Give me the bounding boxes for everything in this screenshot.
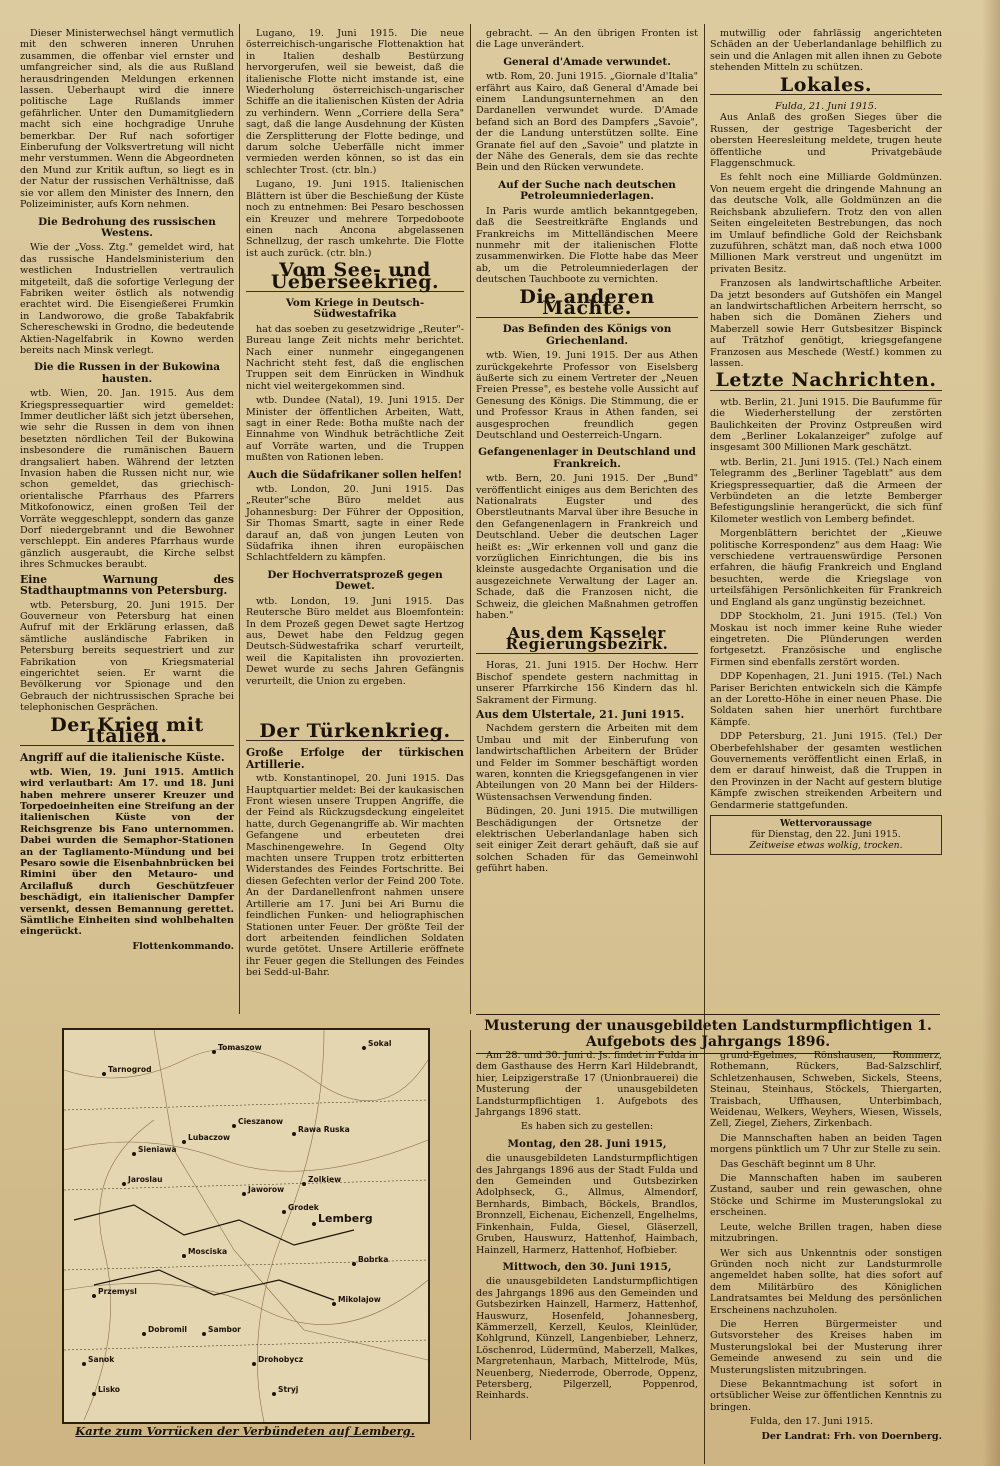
news-item: DDP Stockholm, 21. Juni 1915. (Tel.) Von Moskau ist noch immer keine Ruhe wieder eingetreten. Die Plünderungen werden fortgesetzt. Französische und englische Firmen sind ebenfalls zerstört worden.	[710, 611, 942, 668]
town-marker	[202, 1332, 206, 1336]
article-paragraph: Dieser Ministerwechsel hängt vermutlich mit den schweren inneren Unruhen zusammen, die offenbar viel ernster und umfangreicher sind, als die aus Rußland herausdringenden Meldungen erkennen lassen. Ueberhaupt wird die innere politische Lage Rußlands immer gefährlicher. Unter den Dumamitgliedern macht sich eine hochgradige Unruhe bemerkbar. Der Ruf nach sofortiger Einberufung der Volksvertretung will nicht mehr verstummen. Wenn die Abgeordneten den Mund zur Kritik auftun, so liegt es in der Natur der russischen Verhältnisse, daß sie vor allem den Minister des Innern, den Polizeiminister, aufs Korn nehmen.	[20, 28, 234, 211]
article-paragraph: wtb. Rom, 20. Juni 1915. „Giornale d'Italia" erfährt aus Kairo, daß General d'Amade bei einem Landungsunternehmen an den Dardanellen verwundet wurde. D'Amade befand sich an Bord des Dampfers „Savoie", der die Landung unterstützen sollte. Eine Granate fiel auf den „Savoie" und platzte in der Nähe des Generals, dem sie das rechte Bein und den Rücken verwundete.	[476, 71, 698, 174]
town-label: Grodek	[288, 1203, 319, 1212]
news-item: Morgenblättern berichtet der „Kieuwe politische Korrespondenz" aus dem Haag: Wie verschiedene vertrauenswürdige Personen erfahren, die häufig Frankreich und England besuchten, werde die Kriegslage von urteilsfähigen Persönlichkeiten für Frankreich und England als ganz ungünstig bezeichnet.	[710, 528, 942, 608]
town-label: Lemberg	[318, 1212, 373, 1225]
article-paragraph: Aus Anlaß des großen Sieges über die Russen, der gestrige Tagesbericht der obersten Heeresleitung meldete, trugen heute öffentliche und Privatgebäude Flaggenschmuck.	[710, 112, 942, 170]
page-edge-shadow	[982, 0, 1000, 1466]
notice-paragraph: Diese Bekanntmachung ist sofort in ortsüblicher Weise zur öffentlichen Kenntnis zu bringen.	[710, 1378, 942, 1413]
notice-paragraph: Die Herren Bürgermeister und Gutsvorsteher des Kreises haben im Musterungslokal bei der Musterung ihrer Gemeinde anwesend zu sein und die Musterungslisten mitzubringen.	[710, 1318, 942, 1376]
weather-box	[710, 815, 942, 855]
article-heading: Eine Warnung des Stadthauptmanns von Petersburg.	[20, 572, 234, 598]
section-title-sea-war: Vom See- und Ueberseekrieg.	[246, 265, 464, 292]
article-paragraph: gebracht. — An den übrigen Fronten ist die Lage unverändert.	[476, 28, 698, 51]
town-label: Tomaszow	[218, 1043, 262, 1052]
town-marker	[362, 1046, 366, 1050]
column-rule	[470, 1030, 471, 1440]
article-paragraph: Horas, 21. Juni 1915. Der Hochw. Herr Bischof spendete gestern nachmittag in unserer Pfarrkirche 156 Kindern das hl. Sakrament der Firmung.	[476, 660, 698, 706]
article-paragraph: wtb. Wien, 19. Juni 1915. Der aus Athen zurückgekehrte Professor von Eiselsberg äußerte sich zu einem Vertreter der „Neuen Freien Presse", es bestehe volle Aussicht auf Genesung des Königs. Die Stimmung, die er und Professor Kraus in Athen fanden, sei ausgesprochen freundlich gegen Deutschland und Oesterreich-Ungarn.	[476, 350, 698, 441]
town-marker	[282, 1210, 286, 1214]
notice-paragraph: Leute, welche Brillen tragen, haben diese mitzubringen.	[710, 1221, 942, 1245]
column-4	[710, 28, 942, 1013]
column-3	[476, 28, 698, 1018]
town-label: Przemysl	[98, 1287, 137, 1296]
notice-paragraph: die unausgebildeten Landsturmpflichtigen des Jahrgangs 1896 aus den Gemeinden und Gutsbezirken Hainzell, Harmerz, Hattenhof, Hauswurz, Hosenfeld, Johannesberg, Kämmerzell, Kerzell, Keulos, Kleinlüder, Kohlgrund, Künzell, Langenbieber, Lehnerz, Löschenrod, Lüdermünd, Maberzell, Malkes, Margretenhaun, Marbach, Mittelrode, Müs, Neuenberg, Niederrode, Oberrode, Oppenz, Petersberg, Pilgerzell, Poppenrod, Reinhards.	[476, 1276, 698, 1402]
column-1	[20, 28, 234, 1018]
town-label: Sanok	[88, 1355, 115, 1364]
column-rule	[470, 24, 471, 1014]
section-title-other-powers: Die anderen Mächte.	[476, 292, 698, 319]
town-label: Jaworow	[248, 1185, 285, 1194]
article-heading: Der Hochverratsprozeß gegen Dewet.	[267, 568, 443, 593]
column-rule	[704, 24, 705, 1464]
map-graphic	[64, 1030, 428, 1422]
article-heading: Angriff auf die italienische Küste.	[20, 751, 225, 765]
town-marker	[352, 1262, 356, 1266]
news-item: wtb. Berlin, 21. Juni 1915. Die Baufumme für die Wiederherstellung der zerstörten Baulichkeiten der Provinz Ostpreußen wird dem „Berliner Lokalanzeiger" zufolge auf insgesamt 300 Millionen Mark geschätzt.	[710, 396, 942, 454]
dateline: Fulda, 21. Juni 1915.	[775, 101, 877, 113]
article-paragraph: wtb. Wien, 20. Jan. 1915. Aus dem Kriegspressequartier wird gemeldet: Immer deutlicher läßt sich jetzt übersehen, wie sehr die Russen in dem von ihnen besetzten nördlichen Teil der Bukowina insbesondere die rumänischen Bauern drangsaliert haben. Während der letzten Invasion haben die Russen nicht nur, wie schon gemeldet, das griechisch-orientalische Pfarrhaus des Pfarrers Mitkofonowicz, einen großen Teil der Vorräte weggeschleppt, sondern das ganze Dorf niedergebrannt und die Bewohner verschleppt. Ein anderes Pfarrhaus wurde gänzlich ausgeraubt, die Kirche selbst ihres Schmuckes beraubt.	[20, 388, 234, 571]
town-marker	[252, 1362, 256, 1366]
article-heading: Das Befinden des Königs von Griechenland.	[502, 323, 672, 347]
town-marker	[182, 1254, 186, 1258]
notice-signature: Der Landrat: Frh. von Doernberg.	[761, 1430, 942, 1442]
section-title-turkish-war: Der Türkenkrieg.	[246, 726, 464, 741]
notice-paragraph: Wer sich aus Unkenntnis oder sonstigen Gründen noch nicht zur Landsturmrolle angemeldet haben sollte, hat dies sofort auf dem Militärbüro des Königlichen Landratsamtes bei Meldung des persönlichen Erscheinens nachzuholen.	[710, 1247, 942, 1316]
town-label: Mosciska	[188, 1247, 228, 1256]
article-signature: Flottenkommando.	[132, 940, 234, 952]
news-item: DDP Petersburg, 21. Juni 1915. (Tel.) Der Oberbefehlshaber der gesamten westlichen Gouvernements veröffentlicht einen Erlaß, in dem er darauf hinweist, daß die Truppen in den Provinzen in der Nacht auf gestern blutige Kämpfe zwischen streikenden Arbeitern und Gendarmerie stattgefunden.	[710, 731, 942, 811]
article-paragraph: wtb. Wien, 19. Juni 1915. Amtlich wird verlautbart: Am 17. und 18. Juni haben mehrere unserer Kreuzer und Torpedoeinheiten eine Streifung an der italienischen Küste von der Reichsgrenze bis Fano unternommen. Dabei wurden die Semaphor-Stationen an der Tagliamento-Mündung und bei Pesaro sowie die Eisenbahnbrücken bei Rimini über den Metauro- und Arcilafluß durch Geschützfeuer beschädigt, ein italienischer Dampfer versenkt, dessen Bemannung gerettet. Sämtliche Einheiten sind wohlbehalten eingerückt.	[20, 766, 234, 938]
notice-paragraph: Am 28. und 30. Juni d. Js. findet in Fulda in dem Gasthause des Herrn Karl Hildebrandt, hier, Leipzigerstraße 17 (Unionbrauerei) die Musterung der unausgebildeten Landsturmpflichtigen 1. Aufgebots des Jahrgangs 1896 statt.	[476, 1050, 698, 1119]
article-paragraph: wtb. Bern, 20. Juni 1915. Der „Bund" veröffentlicht einiges aus dem Berichten des Nationalrats Eugster und des Oberstleutnants Marval über ihre Besuche in den Gefangenenlagern in Frankreich und Deutschland. Ueber die deutschen Lager heißt es: „Wir erkennen voll und ganz die vorzüglichen Einrichtungen, die bis ins kleinste ausgedachte Organisation und die ausgezeichnete Verwaltung der Lager an. Schade, daß die Franzosen nicht, die Schweiz, die gleichen Maßnahmen getroffen haben."	[476, 473, 698, 622]
town-label: Sieniawa	[138, 1145, 177, 1154]
article-paragraph: Nachdem gerstern die Arbeiten mit dem Umbau und mit der Einberufung von landwirtschaftlichen Arbeitern der Brüder und Felder im Sommer beschäftigt worden waren, konnten die Kriegsgefangenen in vier Abteilungen von 20 Mann bei der Hilders-Wüstensachsen Verwendung finden.	[476, 723, 698, 803]
town-marker	[272, 1392, 276, 1396]
notice-paragraph: die unausgebildeten Landsturmpflichtigen des Jahrgangs 1896 aus der Stadt Fulda und den Gemeinden und Gutsbezirken Adolphseck, G., Allmus, Almendorf, Bernhards, Bimbach, Böckels, Brandlos, Bronnzell, Eichenau, Eichenzell, Engelhelms, Finkenhain, Fulda, Giesel, Gläserzell, Gruben, Hauswurz, Hattenhof, Haimbach, Hainzell, Harmerz, Hattenhof, Hofbieber.	[476, 1153, 698, 1256]
notice-paragraph: Die Mannschaften haben im sauberen Zustand, sauber und rein gewaschen, ohne Stöcke und Schirme im Musterungslokal zu erscheinen.	[710, 1173, 942, 1219]
weather-date: für Dienstag, den 22. Juni 1915.	[751, 828, 901, 840]
town-label: Stryj	[278, 1385, 299, 1394]
town-marker	[92, 1392, 96, 1396]
town-label: Tarnogrod	[108, 1065, 152, 1074]
town-label: Sokal	[368, 1039, 392, 1048]
article-paragraph: Büdingen, 20. Juni 1915. Die mutwilligen Beschädigungen der Ortsnetze der elektrischen Ueberlandanlage haben sich seit einiger Zeit derart gehäuft, daß sie auf solchen Schaden für das Gemeinwohl geführt haben.	[476, 806, 698, 875]
article-paragraph: hat das soeben zu gesetzwidrige „Reuter"-Bureau lange Zeit nichts mehr berichtet. Nach einer nunmehr eingegangenen Nachricht steht fest, daß die englischen Truppen seit dem Einrücken in Windhuk nicht viel weitergekommen sind.	[246, 323, 464, 392]
weather-title: Wettervoraussage	[779, 818, 873, 829]
town-marker	[182, 1140, 186, 1144]
town-marker	[212, 1050, 216, 1054]
town-marker	[302, 1182, 306, 1186]
column-2-lower	[246, 720, 464, 1005]
section-title-regional: Aus dem Kasseler Regierungsbezirk.	[476, 628, 698, 655]
town-label: Dobromil	[148, 1325, 188, 1334]
news-item: wtb. Berlin, 21. Juni 1915. (Tel.) Nach einem Telegramm des „Berliner Tageblatt" aus dem Kriegspressequartier, daß die Armeen der Verbündeten an die letzte Bemberger Befestigungslinie herangerückt, die sich fünf Kilometer westlich von Lemberg befindet.	[710, 456, 942, 525]
town-label: Drohobycz	[258, 1355, 304, 1364]
notice-paragraph: Es haben sich zu gestellen:	[520, 1121, 654, 1133]
article-paragraph: Wie der „Voss. Ztg." gemeldet wird, hat das russische Handelsministerium den westlichen Industriellen vertraulich mitgeteilt, daß die sofortige Verlegung der Fabriken weiter östlich als notwendig erachtet wird. Die Eisengießerei Frumkin in Landworowo, die große Tabakfabrik Schereschewski in Grodno, die bedeutende Aktien-Nagelfabrik in Kowno werden bereits nach Minsk verlegt.	[20, 242, 234, 356]
town-marker	[332, 1302, 336, 1306]
lemberg-map	[62, 1028, 430, 1424]
town-label: Zolkiew	[308, 1175, 342, 1184]
article-paragraph: wtb. Dundee (Natal), 19. Juni 1915. Der Minister der öffentlichen Arbeiten, Watt, sagt in einer Rede: Botha mußte nach der Einnahme von Windhuk beträchtliche Zeit auf Vorräte warten, und die Truppen mußten von Rationen leben.	[246, 395, 464, 464]
notice-title: Musterung der unausgebildeten Landsturmpflichtigen 1. Aufgebots des Jahrgangs 1896.	[476, 1014, 940, 1054]
article-heading: Aus dem Ulstertale, 21. Juni 1915.	[476, 707, 685, 721]
article-paragraph: mutwillig oder fahrlässig angerichteten Schäden an der Ueberlandanlage behilflich zu sein und die Anlagen mit allen ihnen zu Gebote stehenden Mitteln zu schützen.	[710, 28, 942, 74]
town-label: Jaroslau	[128, 1175, 163, 1184]
article-paragraph: wtb. Konstantinopel, 20. Juni 1915. Das Hauptquartier meldet: Bei der kaukasischen Front wiesen unsere Truppen Angriffe, die der Feind als Rückzugsdeckung eingeleitet hatte, durch Gegenangriffe ab. Wir machten Gefangene und erbeuteten drei Maschinengewehre. In Gegend Olty machten unsere Truppen trotz erbitterten Widerstandes des Feindes Fortschritte. Bei diesen Gefechten verlor der Feind 200 Tote. An der Dardanellenfront nahmen unsere Artillerie am 17. Juni bei Ari Burnu die feindlichen Funken- und heliographischen Stationen unter Feuer. Der größte Teil der dort arbeitenden feindlichen Soldaten wurde getötet. Unsere Artillerie eröffnete ihr Feuer gegen die Stellungen des Feindes bei Sedd-ul-Bahr.	[246, 773, 464, 979]
town-marker	[142, 1332, 146, 1336]
town-label: Cieszanow	[238, 1117, 284, 1126]
town-marker	[122, 1182, 126, 1186]
notice-date: Montag, den 28. Juni 1915,	[507, 1137, 667, 1150]
article-heading: Vom Kriege in Deutsch-Südwestafrika	[285, 296, 425, 321]
town-marker	[242, 1192, 246, 1196]
town-marker	[92, 1294, 96, 1298]
notice-right	[710, 1050, 942, 1440]
article-paragraph: Es fehlt noch eine Milliarde Goldmünzen. Von neuem ergeht die dringende Mahnung an das deutsche Volk, alle Goldmünzen an die Reichsbank abzuliefern. Trotz den von allen Seiten eingeleiteten Bestrebungen, das noch im Umlauf befindliche Gold der Reichsbank zuzuführen, schätzt man, daß noch etwa 1000 Millionen Mark verstreut und ungenützt im privaten Besitz.	[710, 172, 942, 275]
town-label: Lubaczow	[188, 1133, 230, 1142]
town-label: Sambor	[208, 1325, 241, 1334]
article-heading: Die die Russen in der Bukowina hausten.	[33, 361, 221, 385]
article-paragraph: In Paris wurde amtlich bekanntgegeben, daß die Seestreitkräfte Englands und Frankreichs im Mittelländischen Meere nunmehr mit der italienischen Flotte zusammenwirken. Die Flotte habe das Meer ab, um die Petroleumniederlagen der deutschen Tauchboote zu vernichten.	[476, 205, 698, 286]
section-title-latest-news: Letzte Nachrichten.	[710, 375, 942, 390]
section-title-italy: Der Krieg mit Italien.	[20, 720, 234, 747]
column-rule	[239, 24, 240, 1014]
article-paragraph: wtb. London, 19. Juni 1915. Das Reutersche Büro meldet aus Bloemfontein: In dem Prozeß gegen Dewet sagte Hertzog aus, Dewet habe den Feldzug gegen Deutsch-Südwestafrika scharf verurteilt, weil die Kapitalisten ihn provozierten. Dewet wurde zu sechs Jahren Gefängnis verurteilt, die Union zu ergeben.	[246, 595, 464, 687]
town-marker	[132, 1152, 136, 1156]
weather-text: Zeitweise etwas wolkig, trocken.	[749, 839, 903, 851]
town-label: Bobrka	[358, 1255, 389, 1264]
column-2	[246, 28, 464, 687]
town-marker	[292, 1132, 296, 1136]
notice-paragraph: Das Geschäft beginnt um 8 Uhr.	[720, 1158, 876, 1170]
notice-date: Mittwoch, den 30. Juni 1915,	[502, 1260, 672, 1273]
town-marker	[102, 1072, 106, 1076]
article-paragraph: Franzosen als landwirtschaftliche Arbeiter. Da jetzt besonders auf Gutshöfen ein Mangel an landwirtschaftlichen Arbeitern herrscht, so haben sich die Domänen Ziehers und Maberzell sowie Herr Gutsbesitzer Bispinck auf Trätzhof genötigt, kriegsgefangene Franzosen aus Meschede (Westf.) kommen zu lassen.	[710, 278, 942, 369]
news-item: DDP Kopenhagen, 21. Juni 1915. (Tel.) Nach Pariser Berichten entwickeln sich die Kämpfe an der Loretto-Höhe in einer neuen Phase. Die Soldaten sahen hier unerhört furchtbare Kämpfe.	[710, 671, 942, 728]
notice-paragraph: grund-Egelmes, Rönshausen, Rommerz, Rothemann, Rückers, Bad-Salzschlirf, Schletzenhausen, Schweben, Sickels, Steens, Steinau, Steinhaus, Stöckels, Thiergarten, Traisbach, Uffhausen, Unterbimbach, Weidenau, Welkers, Weyhers, Wiesen, Wissels, Zell, Ziegel, Ziehers, Zirkenbach.	[710, 1050, 942, 1130]
town-label: Lisko	[98, 1385, 121, 1394]
town-label: Rawa Ruska	[298, 1125, 350, 1134]
notice-date: Fulda, den 17. Juni 1915.	[750, 1416, 874, 1428]
article-paragraph: wtb. Petersburg, 20. Juni 1915. Der Gouverneur von Petersburg hat einen Aufruf mit der Erklärung erlassen, daß sämtliche ausländische Fabriken in Petersburg bereits sequestriert und zur Fabrikation von Kriegsmaterial eingerichtet seien. Er warnt die Bevölkerung vor Spionage und den Gebrauch der nichtrussischen Sprache bei telephonischen Gesprächen.	[20, 599, 234, 714]
article-paragraph: Lugano, 19. Juni 1915. Die neue österreichisch-ungarische Flottenaktion hat in Italien deshalb Bestürzung hervorgerufen, weil sie beweist, daß die italienische Flotte nicht imstande ist, eine Wiederholung österreichisch-ungarischer Schiffe an die italienischen Küsten der Adria zu verhindern. Wenn „Corriere della Sera" sagt, daß die lange Ausdehnung der Küsten die Zersplitterung der Flotte bedinge, und darum solche Ueberfälle nicht immer vermieden werden können, so ist das ein schlechter Trost. (ctr. bln.)	[246, 28, 464, 176]
article-heading: General d'Amade verwundet.	[503, 55, 671, 68]
notice-left	[476, 1050, 698, 1440]
map-caption: Karte zum Vorrücken der Verbündeten auf Lemberg.	[75, 1424, 415, 1438]
notice-paragraph: Die Mannschaften haben an beiden Tagen morgens pünktlich um 7 Uhr zur Stelle zu sein.	[710, 1132, 942, 1156]
article-heading: Die Bedrohung des russischen Westens.	[38, 215, 216, 239]
article-heading: Große Erfolge der türkischen Artillerie.	[246, 746, 464, 771]
article-paragraph: Lugano, 19. Juni 1915. Italienischen Blättern ist über die Beschießung der Küste noch zu entnehmen: Bei Pesaro beschossen ein Kreuzer und mehrere Torpedoboote einen nach Ancona abgelassenen Schnellzug, der rasch umkehrte. Die Flotte ist auch zurück. (ctr. bln.)	[246, 179, 464, 259]
article-heading: Auf der Suche nach deutschen Petroleumniederlagen.	[498, 178, 676, 203]
section-title-local: Lokales.	[710, 80, 942, 95]
article-heading: Gefangenenlager in Deutschland und Frankreich.	[478, 446, 696, 470]
town-label: Mikolajow	[338, 1295, 381, 1304]
article-heading: Auch die Südafrikaner sollen helfen!	[247, 468, 463, 481]
article-paragraph: wtb. London, 20. Juni 1915. Das „Reuter"sche Büro meldet aus Johannesburg: Der Führer der Opposition, Sir Thomas Smartt, sagte in einer Rede darauf an, daß von jungen Leuten von Südafrika ihnen ihren europäischen Schlachtfeldern zu kämpfen.	[246, 484, 464, 564]
town-marker	[82, 1362, 86, 1366]
town-marker	[232, 1124, 236, 1128]
town-marker	[312, 1222, 316, 1226]
